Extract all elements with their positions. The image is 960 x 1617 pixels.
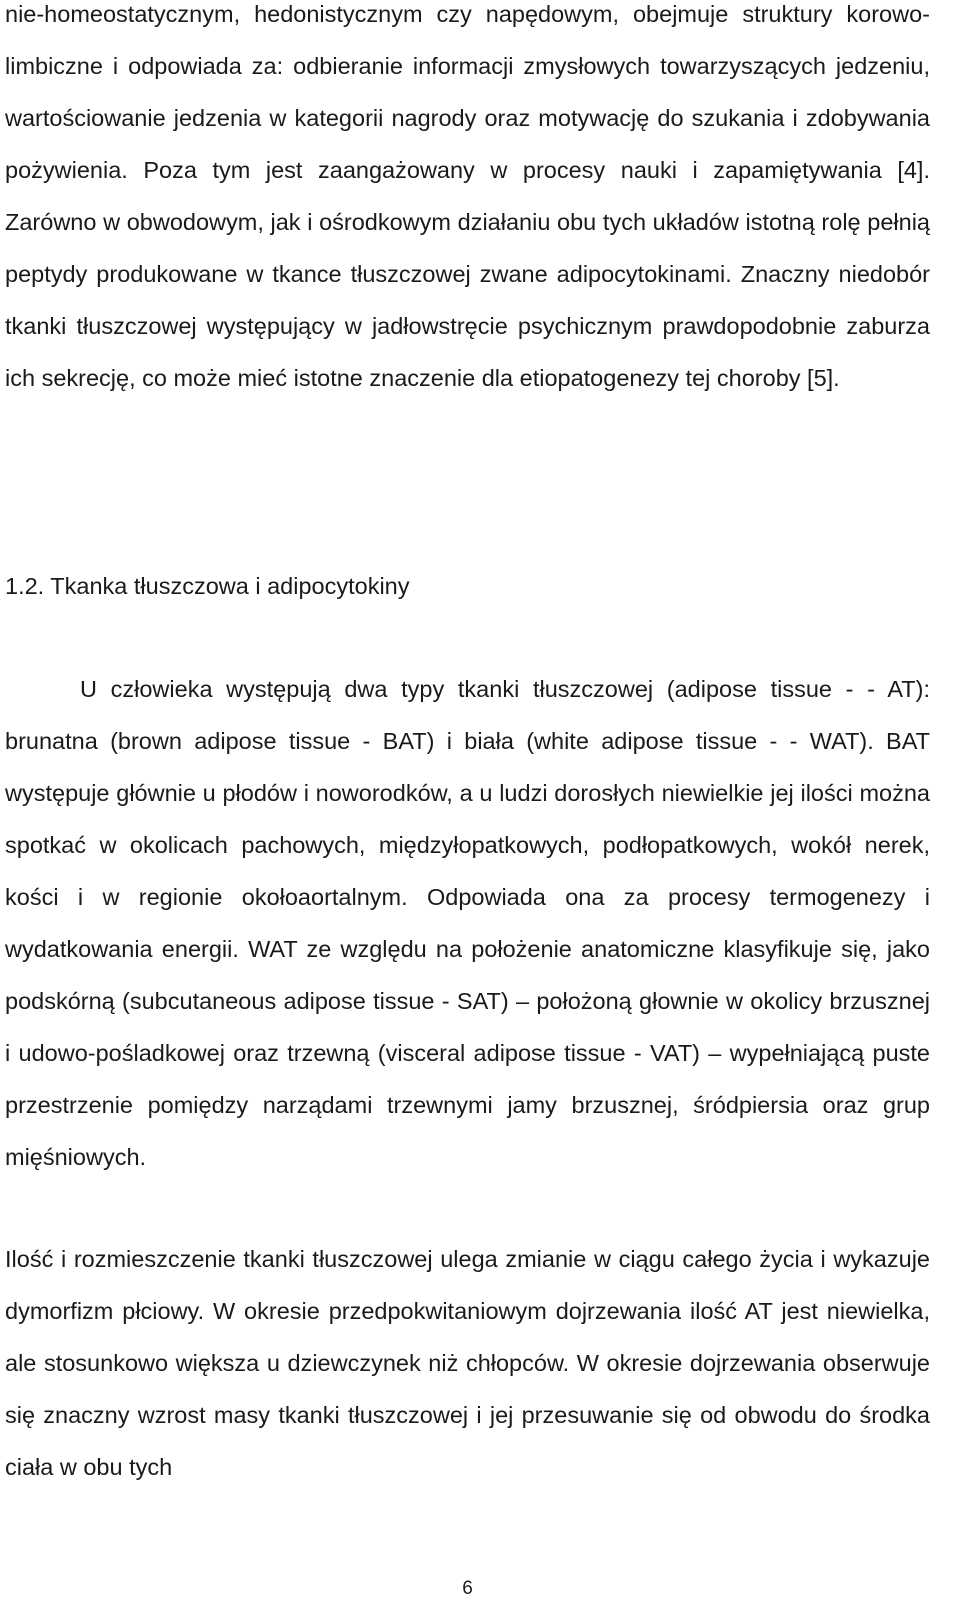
page-number: 6 [462,1578,473,1599]
paragraph-adipose-distribution: Ilość i rozmieszczenie tkanki tłuszczowej ulega zmianie w ciągu całego życia i wykazuje dymorfizm płciowy. W okresie przedpokwitaniowym dojrzewania ilość AT jest niewielka, ale stosunkowo większa u dziewczynek niż chłopców. W okresie dojrzewania obserwuje się znaczny wzrost masy tkanki tłuszczowej i jej przesuwanie się od obwodu do środka ciała w obu tych [5,1246,930,1480]
paragraph-appetite-regulation: nie-homeostatycznym, hedonistycznym czy napędowym, obejmuje struktury korowo-limbiczne i odpowiada za: odbieranie informacji zmysłowych towarzyszących jedzeniu, wartościowanie jedzenia w kategorii nagrody oraz motywację do szukania i zdobywania pożywienia. Poza tym jest zaangażowany w procesy nauki i zapamiętywania [4]. Zarówno w obwodowym, jak i ośrodkowym działaniu obu tych układów istotną rolę pełnią peptydy produkowane w tkance tłuszczowej zwane adipocytokinami. Znaczny niedobór tkanki tłuszczowej występujący w jadłowstręcie psychicznym prawdopodobnie zaburza ich sekrecję, co może mieć istotne znaczenie dla etiopatogenezy tej choroby [5]. [5,1,930,391]
section-heading: 1.2. Tkanka tłuszczowa i adipocytokiny [5,573,410,599]
paragraph-adipose-types: U człowieka występują dwa typy tkanki tłuszczowej (adipose tissue - - AT): brunatna (brown adipose tissue - BAT) i biała (white adipose tissue - - WAT). BAT występuje głównie u płodów i noworodków, a u ludzi dorosłych niewielkie jej ilości można spotkać w okolicach pachowych, międzyłopatkowych, podłopatkowych, wokół nerek, kości i w regionie okołoaortalnym. Odpowiada ona za procesy termogenezy i wydatkowania energii. WAT ze względu na położenie anatomiczne klasyfikuje się, jako podskórną (subcutaneous adipose tissue - SAT) – położoną głownie w okolicy brzusznej i udowo-pośladkowej oraz trzewną (visceral adipose tissue - VAT) – wypełniającą puste przestrzenie pomiędzy narządami trzewnymi jamy brzusznej, śródpiersia oraz grup mięśniowych. [5,676,930,1170]
